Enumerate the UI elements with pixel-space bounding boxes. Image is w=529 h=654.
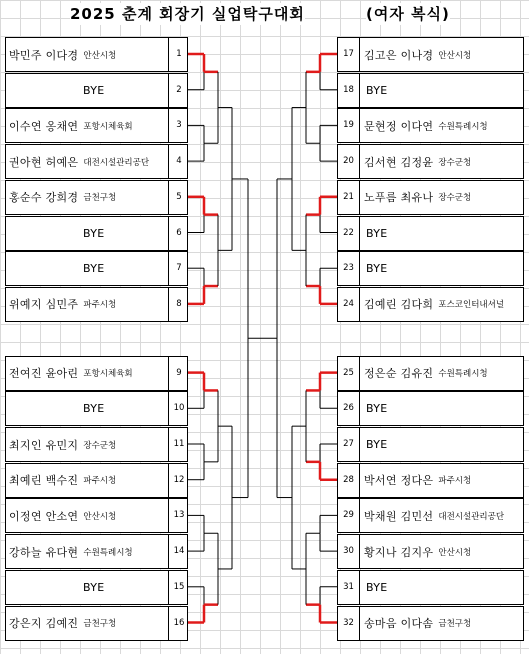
player-names: 강하늘 유다현 — [9, 545, 79, 559]
team-name: 포스코인터내셔널 — [438, 300, 505, 311]
team-name: 파주시청 — [438, 476, 472, 487]
player-names: 박민주 이다경 — [9, 48, 79, 62]
player-names: 박서연 정다은 — [364, 474, 434, 488]
seed-number: 6 — [168, 217, 188, 250]
team-name: 장수군청 — [438, 157, 472, 168]
player-names: 위예지 심민주 — [9, 298, 79, 312]
seed-number: 18 — [338, 74, 360, 107]
seed-number: 30 — [338, 535, 360, 568]
seed-number: 31 — [338, 571, 360, 604]
player-names: 최예린 백수진 — [9, 474, 79, 488]
seed-number: 24 — [338, 288, 360, 321]
seed-number: 3 — [168, 109, 188, 142]
team-name: 장수군청 — [83, 440, 117, 451]
team-name: 포항시체육회 — [83, 369, 133, 380]
player-names: 권아현 허예은 — [9, 155, 79, 169]
player-names: BYE — [366, 402, 388, 416]
player-names: 황지나 김지우 — [364, 545, 434, 559]
seed-number: 17 — [338, 38, 360, 71]
seed-number: 29 — [338, 499, 360, 532]
seed-number: 4 — [168, 145, 188, 178]
seed-number: 21 — [338, 181, 360, 214]
team-name: 대전시설관리공단 — [438, 511, 505, 522]
player-names: 김예린 김다희 — [364, 298, 434, 312]
team-name: 포항시체육회 — [83, 121, 133, 132]
player-names: 이정연 안소연 — [9, 509, 79, 523]
seed-number: 13 — [168, 499, 188, 532]
team-name: 안산시청 — [438, 50, 472, 61]
player-names: BYE — [366, 438, 388, 451]
player-names: 정은순 김유진 — [364, 367, 434, 381]
seed-number: 20 — [338, 145, 360, 178]
player-names: 이수연 옹채연 — [9, 119, 79, 133]
player-names: 홍순수 강희경 — [9, 191, 79, 205]
team-name: 수원특례시청 — [438, 369, 488, 380]
sheet-title: 2025 춘계 회장기 실업탁구대회 — [70, 5, 305, 23]
player-names: BYE — [83, 402, 105, 416]
player-names: 박채원 김민선 — [364, 509, 434, 523]
seed-number: 27 — [338, 428, 360, 461]
seed-number: 14 — [168, 535, 188, 568]
team-name: 파주시청 — [83, 476, 117, 487]
team-name: 장수군청 — [438, 193, 472, 204]
player-names: 송마음 이다솜 — [364, 617, 434, 630]
seed-number: 25 — [338, 357, 360, 390]
team-name: 대전시설관리공단 — [83, 157, 150, 168]
seed-number: 16 — [168, 607, 188, 640]
team-name: 금천구청 — [438, 619, 472, 629]
player-names: 최지인 유민지 — [9, 438, 79, 452]
seed-number: 11 — [168, 428, 188, 461]
seed-number: 2 — [168, 74, 188, 107]
player-names: 김서현 김정윤 — [364, 155, 434, 169]
seed-number: 22 — [338, 217, 360, 250]
seed-number: 1 — [168, 38, 188, 71]
seed-number: 32 — [338, 607, 360, 640]
team-name: 금천구청 — [83, 193, 117, 204]
seed-number: 10 — [168, 392, 188, 425]
team-name: 파주시청 — [83, 300, 117, 311]
team-name: 금천구청 — [83, 619, 117, 629]
player-names: 전여진 윤아린 — [9, 367, 79, 381]
player-names: BYE — [83, 262, 105, 276]
team-name: 안산시청 — [438, 547, 472, 558]
seed-number: 8 — [168, 288, 188, 321]
team-name: 수원특례시청 — [438, 121, 488, 132]
seed-number: 12 — [168, 464, 188, 497]
player-names: BYE — [366, 226, 388, 240]
seed-number: 28 — [338, 464, 360, 497]
player-names: BYE — [83, 83, 105, 97]
player-names: BYE — [366, 262, 388, 276]
seed-number: 23 — [338, 252, 360, 285]
player-names: BYE — [83, 226, 105, 240]
player-names: BYE — [366, 83, 388, 97]
team-name: 안산시청 — [83, 511, 117, 522]
team-name: 안산시청 — [83, 50, 117, 61]
player-names: BYE — [83, 580, 105, 594]
seed-number: 26 — [338, 392, 360, 425]
player-names: BYE — [366, 580, 388, 594]
player-names: 노푸름 최유나 — [364, 191, 434, 205]
seed-number: 15 — [168, 571, 188, 604]
seed-number: 19 — [338, 109, 360, 142]
seed-number: 9 — [168, 357, 188, 390]
team-name: 수원특례시청 — [83, 547, 133, 558]
seed-number: 7 — [168, 252, 188, 285]
sheet-subtitle: (여자 복식) — [366, 5, 450, 23]
seed-number: 5 — [168, 181, 188, 214]
player-names: 문현정 이다연 — [364, 119, 434, 133]
player-names: 강은지 김예진 — [9, 617, 79, 630]
player-names: 김고은 이나경 — [364, 48, 434, 62]
